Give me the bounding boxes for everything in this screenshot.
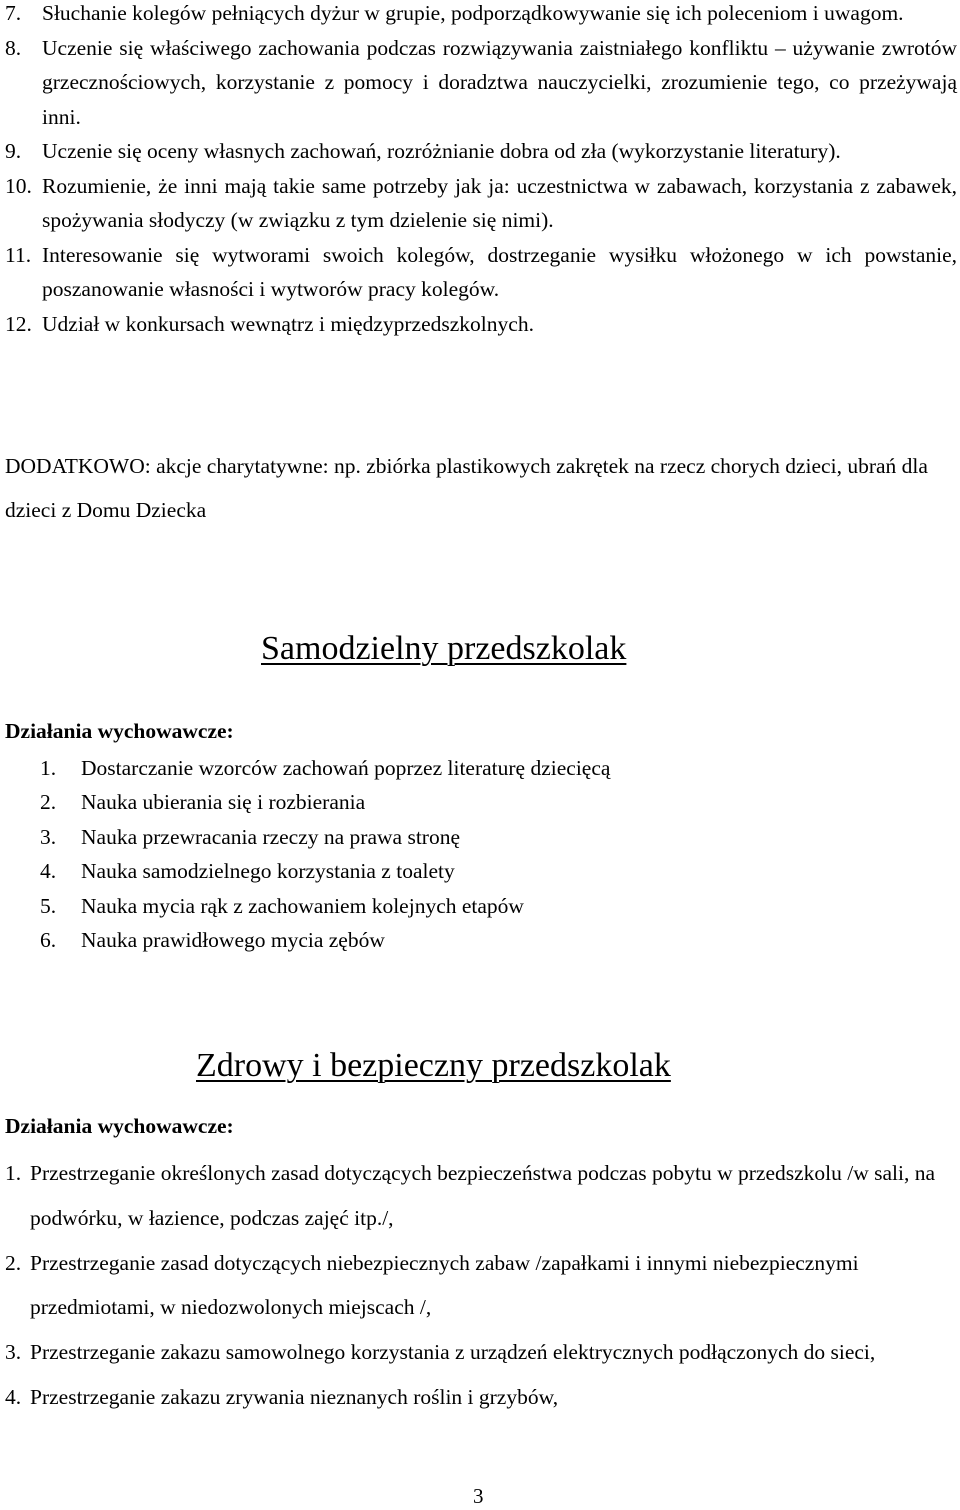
list-item-number: 1. [40,756,57,780]
list-item-number: 5. [40,893,57,918]
list-item-number: 12. [5,311,32,336]
list-item-text: Interesowanie się wytworami swoich kolegów, dostrzeganie wysiłku włożonego w ich powstanie, poszanowanie własności i wytworów pracy kolegów. [42,242,957,301]
list-item-text: Rozumienie, że inni mają takie same potrzeby jak ja: uczestnictwa w zabawach, korzystania z zabawek, spożywania słodyczy (w związku z tym dzielenie się nimi). [42,173,957,232]
list-item-number: 9. [5,139,22,163]
list-item [40,854,610,888]
list-item-number: 4. [5,1384,22,1409]
section-label: Działania wychowawcze: [5,719,234,743]
list-item-text: Nauka prawidłowego mycia zębów [81,927,385,952]
list-item-text: Przestrzeganie zasad dotyczących niebezpiecznych zabaw /zapałkami i innymi niebezpiecznymi przedmiotami, w niedozwolonych miejscach /, [30,1250,859,1320]
list-item [5,134,957,169]
list-item-text: Nauka przewracania rzeczy na prawa stronę [81,824,461,849]
list-item [40,889,610,923]
section-title-zdrowy: Zdrowy i bezpieczny przedszkolak [196,1047,671,1084]
section2-list [5,1151,955,1420]
list-item [5,1375,955,1420]
list-item-number: 11. [5,242,32,267]
list-item [5,1151,955,1241]
list-item [40,923,610,957]
list-item-number: 2. [40,790,57,815]
list-item-number: 4. [40,859,57,884]
list-item-text: Nauka mycia rąk z zachowaniem kolejnych etapów [81,893,524,918]
list-item-text: Dostarczanie wzorców zachowań poprzez literaturę dziecięcą [81,756,611,780]
list-item [5,1330,955,1375]
list-item-text: Słuchanie kolegów pełniących dyżur w grupie, podporządkowywanie się ich poleceniom i uwagom. [42,1,904,25]
section-title-samodzielny: Samodzielny przedszkolak [261,630,627,667]
list-item [5,307,957,342]
list-item-text: Uczenie się właściwego zachowania podczas rozwiązywania zaistniałego konfliktu – używanie zwrotów grzecznościowych, korzystanie z pomocy i doradztwa nauczycielki, zrozumienie tego, co przeżywają inni. [42,35,957,129]
list-item-text: Nauka ubierania się i rozbierania [81,790,366,815]
list-item-text: Przestrzeganie zakazu zrywania nieznanych roślin i grzybów, [30,1384,559,1409]
list-item-text: Uczenie się oceny własnych zachowań, rozróżnianie dobra od zła (wykorzystanie literatury). [42,139,841,163]
list-item-number: 6. [40,927,57,952]
list-item [40,785,610,819]
list-item [5,238,957,307]
section1-list [40,751,610,957]
list-item-text: Nauka samodzielnego korzystania z toalety [81,859,455,884]
page-number: 3 [473,1484,484,1508]
list-item-number: 8. [5,35,22,60]
list-item-text: Przestrzeganie określonych zasad dotyczących bezpieczeństwa podczas pobytu w przedszkolu /w sali, na podwórku, w łazience, podczas zajęć itp./, [30,1161,936,1230]
list-item [40,751,610,785]
list-item-number: 3. [40,824,57,849]
section-label: Działania wychowawcze: [5,1114,234,1138]
continued-list [5,0,957,341]
list-item [5,0,957,31]
list-item [5,169,957,238]
list-item-number: 7. [5,1,22,25]
list-item-text: Udział w konkursach wewnątrz i międzyprzedszkolnych. [42,311,534,336]
list-item [5,1241,955,1331]
additional-note: DODATKOWO: akcje charytatywne: np. zbiórka plastikowych zakrętek na rzecz chorych dzieci, ubrań dla dzieci z Domu Dziecka [5,454,928,522]
list-item-number: 10. [5,173,32,198]
list-item-number: 1. [5,1161,22,1185]
list-item-number: 2. [5,1250,22,1275]
list-item [40,820,610,854]
list-item-number: 3. [5,1340,22,1365]
list-item-text: Przestrzeganie zakazu samowolnego korzystania z urządzeń elektrycznych podłączonych do sieci, [30,1340,876,1365]
list-item [5,31,957,135]
